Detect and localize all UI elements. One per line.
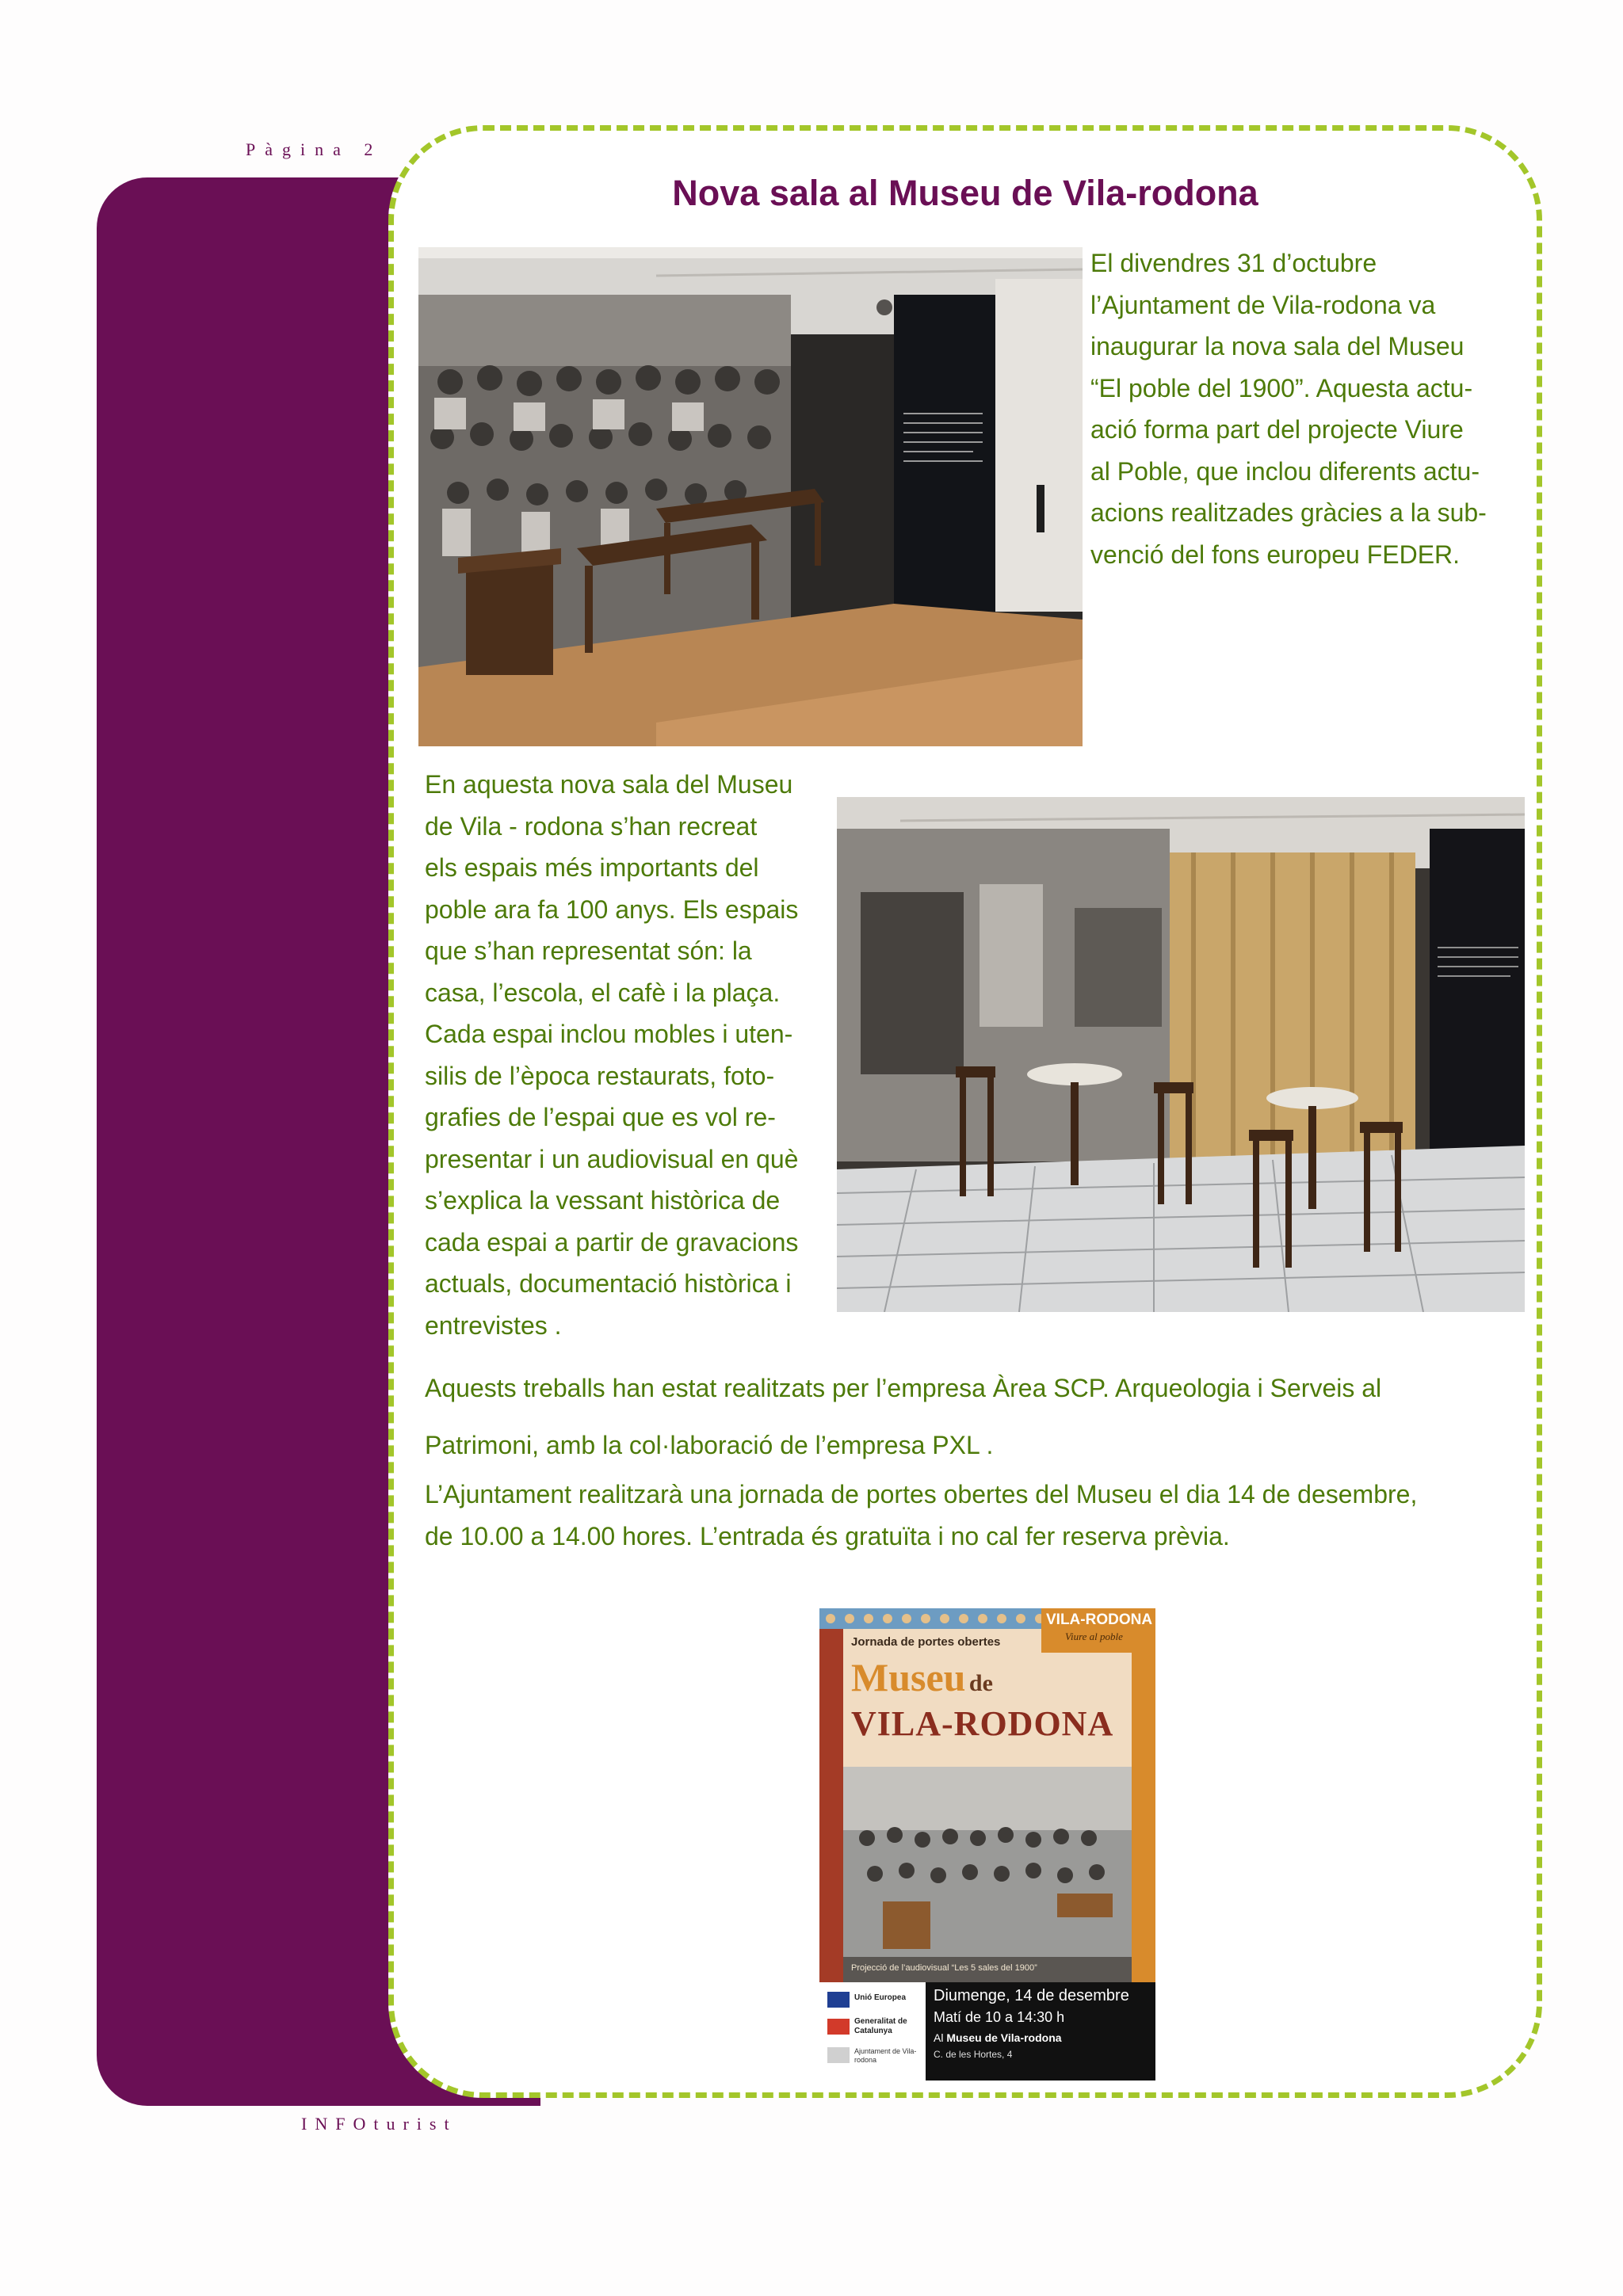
credits-paragraph	[425, 1360, 1381, 1474]
text-line: L’Ajuntament realitzarà una jornada de portes obertes del Museu el dia 14 de desembre,	[425, 1480, 1418, 1508]
text-line: poble ara fa 100 anys. Els espais	[425, 894, 799, 924]
text-line: silis de l’època restaurats, foto-	[425, 1061, 775, 1090]
classroom-photo	[418, 247, 1083, 746]
second-paragraph	[425, 764, 798, 1346]
text-line: l’Ajuntament de Vila-rodona va	[1090, 290, 1436, 319]
poster-place	[934, 2031, 1062, 2044]
text-line: acions realitzades gràcies a la sub-	[1090, 498, 1487, 527]
article-title: Nova sala al Museu de Vila-rodona	[672, 173, 1258, 213]
poster-title-museu	[851, 1654, 993, 1700]
poster-logo-generalitat: Generalitat de Catalunya	[854, 2017, 907, 2035]
text-line: ació forma part del projecte Viure	[1090, 415, 1464, 444]
text-line: al Poble, que inclou diferents actu-	[1090, 456, 1480, 486]
poster-date: Diumenge, 14 de desembre	[934, 1987, 1129, 2004]
text-line: “El poble del 1900”. Aquesta actu-	[1090, 373, 1473, 402]
text-line: grafies de l’espai que es vol re-	[425, 1103, 776, 1131]
poster-time: Matí de 10 a 14:30 h	[934, 2009, 1065, 2025]
poster-address: C. de les Hortes, 4	[934, 2049, 1013, 2060]
text-line: de 10.00 a 14.00 hores. L’entrada és gratuïta i no cal fer reserva prèvia.	[425, 1521, 1230, 1550]
text-line: entrevistes .	[425, 1310, 562, 1340]
poster-logo-eu: Unió Europea	[854, 1993, 907, 2002]
text-line: venció del fons europeu FEDER.	[1090, 540, 1461, 569]
footer-label: INFOturist	[301, 2114, 457, 2134]
text-line: s’explica la vessant històrica de	[425, 1186, 781, 1215]
poster-place-prefix: Al	[934, 2031, 944, 2044]
text-line: Cada espai inclou mobles i uten-	[425, 1020, 793, 1048]
poster-brand-sub: Viure al poble	[1065, 1630, 1123, 1642]
page-label: Pàgina 2	[246, 139, 383, 159]
text-line: presentar i un audiovisual en què	[425, 1144, 799, 1173]
text-line: actuals, documentació històrica i	[425, 1269, 792, 1298]
text-line: El divendres 31 d’octubre	[1090, 249, 1377, 277]
open-day-paragraph	[425, 1474, 1417, 1557]
text-line: inaugurar la nova sala del Museu	[1090, 332, 1465, 360]
poster-title-word: Museu	[851, 1655, 966, 1699]
poster-logo-ajuntament: Ajuntament de Vila-rodona	[854, 2047, 917, 2064]
text-line: que s’han representat són: la	[425, 936, 752, 965]
text-line: casa, l’escola, el cafè i la plaça.	[425, 978, 781, 1007]
cafe-photo	[837, 797, 1525, 1312]
text-line: cada espai a partir de gravacions	[425, 1227, 799, 1257]
poster-projection: Projecció de l’audiovisual “Les 5 sales del 1900”	[851, 1963, 1037, 1973]
text-line: Aquests treballs han estat realitzats per l’empresa Àrea SCP. Arqueologia i Serveis al	[425, 1374, 1382, 1402]
text-line: els espais més importants del	[425, 853, 759, 882]
text-line: de Vila - rodona s’han recreat	[425, 811, 758, 841]
text-line: En aquesta nova sala del Museu	[425, 770, 793, 799]
poster-title-village: VILA-RODONA	[851, 1704, 1114, 1743]
poster-place-name: Museu de Vila-rodona	[946, 2031, 1062, 2044]
poster-event-type: Jornada de portes obertes	[851, 1635, 1001, 1649]
text-line: Patrimoni, amb la col·laboració de l’empresa PXL .	[425, 1431, 994, 1459]
poster-title-word: de	[968, 1670, 993, 1696]
open-day-poster	[819, 1608, 1155, 2081]
intro-paragraph	[1090, 242, 1487, 575]
poster-brand-top: VILA-RODONA	[1046, 1611, 1153, 1628]
